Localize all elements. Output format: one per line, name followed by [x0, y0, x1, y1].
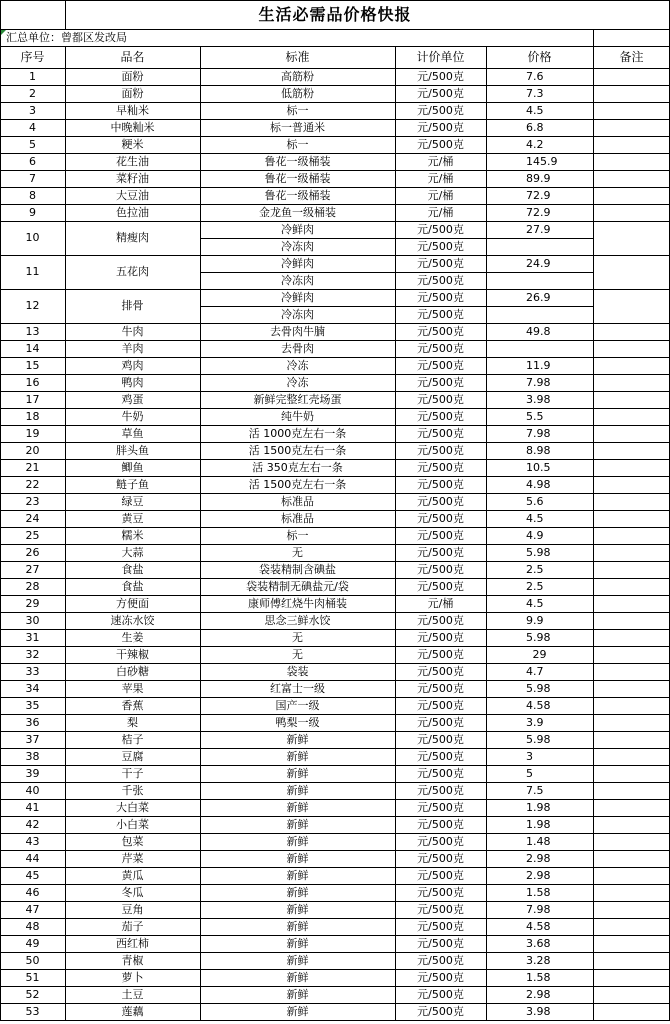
- item-price: 1.58: [526, 971, 551, 984]
- item-price: 5.98: [526, 546, 551, 559]
- item-standard: 去骨肉牛腩: [270, 325, 325, 338]
- item-price: 24.9: [526, 257, 551, 270]
- item-unit: 元/500克: [417, 546, 464, 559]
- item-name: 胖头鱼: [116, 444, 149, 457]
- row-number: 23: [25, 495, 40, 508]
- item-price: 4.5: [526, 597, 544, 610]
- row-number: 51: [25, 971, 40, 984]
- item-unit: 元/桶: [427, 155, 454, 168]
- row-number: 40: [25, 784, 40, 797]
- item-standard: 新鲜: [286, 988, 309, 1001]
- item-price: 1.48: [526, 835, 551, 848]
- item-unit: 元/500克: [417, 835, 464, 848]
- item-standard: 鲁花一级桶装: [264, 155, 331, 168]
- item-unit: 元/500克: [417, 342, 464, 355]
- item-standard: 冷鲜肉: [281, 291, 314, 304]
- item-unit: 元/500克: [417, 937, 464, 950]
- item-price: 9.9: [526, 614, 544, 627]
- item-name: 香蕉: [121, 699, 144, 712]
- item-price: 4.9: [526, 529, 544, 542]
- item-price: 2.5: [526, 563, 544, 576]
- row-number: 29: [25, 597, 40, 610]
- item-name: 鲢子鱼: [116, 478, 149, 491]
- item-name: 千张: [121, 784, 144, 797]
- item-name: 五花肉: [116, 265, 149, 278]
- item-standard: 新鲜: [286, 852, 309, 865]
- item-standard-alt: 冷冻肉: [281, 274, 314, 287]
- item-name: 糯米: [121, 529, 144, 542]
- row-number: 15: [25, 359, 40, 372]
- item-price: 1.58: [526, 886, 551, 899]
- item-unit: 元/500克: [417, 444, 464, 457]
- row-number: 39: [25, 767, 40, 780]
- item-unit: 元/500克: [417, 869, 464, 882]
- item-name: 食盐: [121, 563, 144, 576]
- item-name: 萝卜: [121, 971, 144, 984]
- item-price: 7.5: [526, 784, 544, 797]
- item-standard: 无: [292, 546, 303, 559]
- row-number: 10: [25, 231, 40, 244]
- row-number: 9: [29, 206, 36, 219]
- item-name: 冬瓜: [121, 886, 144, 899]
- item-standard: 新鲜: [286, 801, 309, 814]
- item-unit: 元/500克: [417, 920, 464, 933]
- row-number: 34: [25, 682, 40, 695]
- item-name: 绿豆: [121, 495, 144, 508]
- item-name: 色拉油: [116, 206, 149, 219]
- row-number: 27: [25, 563, 40, 576]
- item-unit: 元/500克: [417, 1005, 464, 1018]
- item-standard: 袋装: [286, 665, 309, 678]
- item-unit: 元/500克: [417, 529, 464, 542]
- item-name: 梨: [127, 716, 138, 729]
- item-name: 苹果: [121, 682, 144, 695]
- item-price: 2.98: [526, 988, 551, 1001]
- item-standard: 去骨肉: [281, 342, 314, 355]
- report-unit-label: 汇总单位：曾都区发改局: [6, 31, 127, 44]
- item-unit: 元/500克: [417, 376, 464, 389]
- item-price: 7.3: [526, 87, 544, 100]
- row-number: 21: [25, 461, 40, 474]
- item-standard: 新鲜: [286, 971, 309, 984]
- item-unit: 元/500克: [417, 801, 464, 814]
- item-standard: 思念三鲜水饺: [264, 614, 331, 627]
- item-standard: 新鲜: [286, 886, 309, 899]
- item-price: 3.98: [526, 1005, 551, 1018]
- item-unit: 元/500克: [417, 665, 464, 678]
- item-standard: 新鲜: [286, 767, 309, 780]
- item-name: 中晚籼米: [110, 121, 155, 134]
- item-price: 4.7: [526, 665, 544, 678]
- item-price: 145.9: [526, 155, 558, 168]
- item-unit: 元/500克: [417, 818, 464, 831]
- item-unit: 元/500克: [417, 784, 464, 797]
- item-unit: 元/500克: [417, 682, 464, 695]
- item-standard: 新鲜: [286, 784, 309, 797]
- item-standard: 新鲜: [286, 1005, 309, 1018]
- item-unit: 元/500克: [417, 716, 464, 729]
- item-standard: 袋装精制无碘盐元/袋: [246, 580, 349, 593]
- item-name: 包菜: [121, 835, 144, 848]
- item-unit: 元/500克: [417, 325, 464, 338]
- row-number: 12: [25, 299, 40, 312]
- item-price: 3: [526, 750, 533, 763]
- item-standard: 康师傅红烧牛肉桶装: [248, 597, 347, 610]
- item-price: 7.98: [526, 427, 551, 440]
- item-price: 5.5: [526, 410, 544, 423]
- item-unit: 元/500克: [417, 461, 464, 474]
- row-number: 25: [25, 529, 40, 542]
- item-price: [486, 340, 593, 357]
- row-number: 17: [25, 393, 40, 406]
- item-unit: 元/500克: [417, 291, 464, 304]
- item-price: 3.28: [526, 954, 551, 967]
- item-name: 菜籽油: [116, 172, 149, 185]
- item-standard: 标一: [286, 529, 309, 542]
- item-unit: 元/500克: [417, 648, 464, 661]
- item-standard: 袋装精制含碘盐: [259, 563, 336, 576]
- header-price: 价格: [527, 50, 552, 64]
- item-unit: 元/500克: [417, 988, 464, 1001]
- report-title: 生活必需品价格快报: [258, 5, 412, 24]
- item-unit: 元/桶: [427, 172, 454, 185]
- item-price: 5.98: [526, 733, 551, 746]
- item-standard: 冷鲜肉: [281, 223, 314, 236]
- row-number: 24: [25, 512, 40, 525]
- item-standard: 标一: [286, 104, 309, 117]
- item-price: 29: [532, 648, 547, 661]
- row-number: 44: [25, 852, 40, 865]
- row-number: 33: [25, 665, 40, 678]
- row-number: 36: [25, 716, 40, 729]
- row-number: 46: [25, 886, 40, 899]
- item-name: 豆腐: [121, 750, 144, 763]
- row-number: 26: [25, 546, 40, 559]
- item-name: 茄子: [121, 920, 144, 933]
- item-standard: 冷鲜肉: [281, 257, 314, 270]
- item-name: 鸡蛋: [121, 393, 144, 406]
- item-name: 草鱼: [121, 427, 144, 440]
- item-unit: 元/500克: [417, 767, 464, 780]
- item-price: 8.98: [526, 444, 551, 457]
- row-number: 2: [29, 87, 36, 100]
- item-standard: 新鲜: [286, 835, 309, 848]
- item-name: 黄豆: [121, 512, 144, 525]
- item-price: 4.58: [526, 920, 551, 933]
- item-name: 面粉: [121, 87, 144, 100]
- row-number: 7: [29, 172, 36, 185]
- item-unit: 元/500克: [417, 750, 464, 763]
- row-number: 20: [25, 444, 40, 457]
- item-unit: 元/500克: [417, 512, 464, 525]
- item-standard: 鲁花一级桶装: [264, 189, 331, 202]
- row-number: 43: [25, 835, 40, 848]
- row-number: 18: [25, 410, 40, 423]
- item-unit-alt: 元/500克: [417, 274, 464, 287]
- header-standard: 标准: [285, 50, 310, 64]
- item-name: 精瘦肉: [116, 231, 149, 244]
- row-number: 41: [25, 801, 40, 814]
- header-unit: 计价单位: [416, 50, 465, 64]
- item-standard: 活 1500克左右一条: [248, 478, 347, 491]
- item-name: 豆角: [121, 903, 144, 916]
- item-price: 2.5: [526, 580, 544, 593]
- item-unit: 元/500克: [417, 886, 464, 899]
- item-name: 小白菜: [116, 818, 149, 831]
- row-number: 4: [29, 121, 36, 134]
- item-price: 5: [526, 767, 533, 780]
- item-price: 2.98: [526, 869, 551, 882]
- item-price: 4.58: [526, 699, 551, 712]
- item-name: 大蒜: [121, 546, 144, 559]
- row-number: 42: [25, 818, 40, 831]
- item-price: 5.6: [526, 495, 544, 508]
- item-standard: 冷冻: [286, 359, 309, 372]
- row-number: 31: [25, 631, 40, 644]
- row-number: 6: [29, 155, 36, 168]
- item-unit: 元/500克: [417, 631, 464, 644]
- item-standard: 鲁花一级桶装: [264, 172, 331, 185]
- item-unit: 元/500克: [417, 495, 464, 508]
- item-unit: 元/500克: [417, 138, 464, 151]
- item-unit: 元/500克: [417, 478, 464, 491]
- item-standard: 标一普通米: [270, 121, 325, 134]
- item-standard: 高筋粉: [281, 70, 314, 83]
- item-name: 芹菜: [121, 852, 144, 865]
- row-number: 48: [25, 920, 40, 933]
- item-price: 4.5: [526, 104, 544, 117]
- row-number: 19: [25, 427, 40, 440]
- item-standard: 标一: [286, 138, 309, 151]
- item-unit: 元/500克: [417, 699, 464, 712]
- item-unit: 元/500克: [417, 852, 464, 865]
- item-price: 1.98: [526, 818, 551, 831]
- item-price: 49.8: [526, 325, 551, 338]
- item-price: 5.98: [526, 631, 551, 644]
- row-number: 14: [25, 342, 40, 355]
- item-standard: 新鲜: [286, 733, 309, 746]
- item-standard: 新鲜: [286, 869, 309, 882]
- item-name: 桔子: [121, 733, 144, 746]
- item-unit: 元/500克: [417, 580, 464, 593]
- item-name: 速冻水饺: [110, 614, 155, 627]
- item-price: 26.9: [526, 291, 551, 304]
- item-standard: 国产一级: [275, 699, 320, 712]
- item-name: 羊肉: [121, 342, 144, 355]
- item-name: 早籼米: [116, 104, 149, 117]
- row-number: 52: [25, 988, 40, 1001]
- item-standard: 纯牛奶: [281, 410, 314, 423]
- item-name: 青椒: [121, 954, 144, 967]
- item-unit: 元/500克: [417, 104, 464, 117]
- item-unit: 元/500克: [417, 410, 464, 423]
- item-name: 大白菜: [116, 801, 149, 814]
- row-number: 5: [29, 138, 36, 151]
- item-price: 72.9: [526, 189, 551, 202]
- item-name: 粳米: [121, 138, 144, 151]
- row-number: 32: [25, 648, 40, 661]
- item-standard: 金龙鱼一级桶装: [259, 206, 336, 219]
- row-number: 49: [25, 937, 40, 950]
- item-name: 黄瓜: [121, 869, 144, 882]
- item-standard: 标准品: [281, 495, 314, 508]
- item-standard: 无: [292, 648, 303, 661]
- item-standard: 新鲜: [286, 818, 309, 831]
- item-standard: 新鲜: [286, 937, 309, 950]
- item-price: 11.9: [526, 359, 551, 372]
- item-price: 10.5: [526, 461, 551, 474]
- item-price: 2.98: [526, 852, 551, 865]
- item-name: 花生油: [116, 155, 149, 168]
- item-standard: 无: [292, 631, 303, 644]
- item-price: 72.9: [526, 206, 551, 219]
- item-price: 89.9: [526, 172, 551, 185]
- item-standard: 新鲜: [286, 954, 309, 967]
- item-name: 鲫鱼: [121, 461, 144, 474]
- item-unit: 元/500克: [417, 427, 464, 440]
- header-name: 品名: [120, 50, 145, 64]
- item-price: 1.98: [526, 801, 551, 814]
- item-unit: 元/500克: [417, 257, 464, 270]
- item-name: 白砂糖: [116, 665, 149, 678]
- item-unit: 元/500克: [417, 954, 464, 967]
- row-number: 28: [25, 580, 40, 593]
- item-name: 生姜: [121, 631, 144, 644]
- item-standard: 冷冻: [286, 376, 309, 389]
- row-number: 37: [25, 733, 40, 746]
- row-number: 30: [25, 614, 40, 627]
- item-standard: 低筋粉: [281, 87, 314, 100]
- row-number: 45: [25, 869, 40, 882]
- row-number: 1: [29, 70, 36, 83]
- item-unit-alt: 元/500克: [417, 308, 464, 321]
- row-number: 3: [29, 104, 36, 117]
- item-standard: 红富士一级: [270, 682, 325, 695]
- item-price: 7.6: [526, 70, 544, 83]
- item-unit: 元/500克: [417, 121, 464, 134]
- item-name: 干辣椒: [116, 648, 149, 661]
- item-name: 食盐: [121, 580, 144, 593]
- item-name: 大豆油: [116, 189, 149, 202]
- item-name: 牛奶: [121, 410, 144, 423]
- row-number: 22: [25, 478, 40, 491]
- item-standard: 新鲜: [286, 920, 309, 933]
- item-unit: 元/桶: [427, 206, 454, 219]
- item-name: 牛肉: [121, 325, 144, 338]
- item-price: 5.98: [526, 682, 551, 695]
- item-price: 4.2: [526, 138, 544, 151]
- item-price: 3.9: [526, 716, 544, 729]
- item-name: 面粉: [121, 70, 144, 83]
- item-unit: 元/500克: [417, 971, 464, 984]
- item-price: 7.98: [526, 376, 551, 389]
- item-unit: 元/500克: [417, 733, 464, 746]
- item-name: 干子: [121, 767, 144, 780]
- item-name: 土豆: [121, 988, 144, 1001]
- item-unit: 元/500克: [417, 563, 464, 576]
- row-number: 13: [25, 325, 40, 338]
- item-standard: 活 350克左右一条: [252, 461, 343, 474]
- item-standard: 新鲜: [286, 903, 309, 916]
- item-unit: 元/桶: [427, 597, 454, 610]
- item-name: 莲藕: [121, 1005, 144, 1018]
- item-price: 4.98: [526, 478, 551, 491]
- item-price: 27.9: [526, 223, 551, 236]
- row-number: 11: [25, 265, 40, 278]
- row-number: 35: [25, 699, 40, 712]
- item-standard-alt: 冷冻肉: [281, 308, 314, 321]
- item-standard: 活 1000克左右一条: [248, 427, 347, 440]
- item-name: 鸭肉: [121, 376, 144, 389]
- item-unit-alt: 元/500克: [417, 240, 464, 253]
- header-no: 序号: [20, 50, 45, 64]
- item-standard: 新鲜: [286, 750, 309, 763]
- header-remark: 备注: [619, 50, 644, 64]
- item-standard: 鸭梨一级: [275, 716, 320, 729]
- item-unit: 元/500克: [417, 903, 464, 916]
- item-price: 7.98: [526, 903, 551, 916]
- item-unit: 元/500克: [417, 614, 464, 627]
- row-number: 38: [25, 750, 40, 763]
- item-unit: 元/500克: [417, 70, 464, 83]
- row-number: 50: [25, 954, 40, 967]
- item-price: 6.8: [526, 121, 544, 134]
- item-unit: 元/500克: [417, 359, 464, 372]
- item-price: 3.98: [526, 393, 551, 406]
- row-number: 47: [25, 903, 40, 916]
- row-number: 8: [29, 189, 36, 202]
- row-number: 16: [25, 376, 40, 389]
- item-price: 3.68: [526, 937, 551, 950]
- row-number: 53: [25, 1005, 40, 1018]
- item-standard-alt: 冷冻肉: [281, 240, 314, 253]
- item-name: 西红柿: [116, 937, 149, 950]
- item-standard: 活 1500克左右一条: [248, 444, 347, 457]
- item-unit: 元/500克: [417, 87, 464, 100]
- item-name: 方便面: [116, 597, 149, 610]
- item-unit: 元/500克: [417, 223, 464, 236]
- item-unit: 元/500克: [417, 393, 464, 406]
- item-name: 鸡肉: [121, 359, 144, 372]
- item-standard: 新鲜完整红壳场蛋: [253, 393, 342, 406]
- item-standard: 标准品: [281, 512, 314, 525]
- item-price: 4.5: [526, 512, 544, 525]
- item-unit: 元/桶: [427, 189, 454, 202]
- item-name: 排骨: [121, 299, 144, 312]
